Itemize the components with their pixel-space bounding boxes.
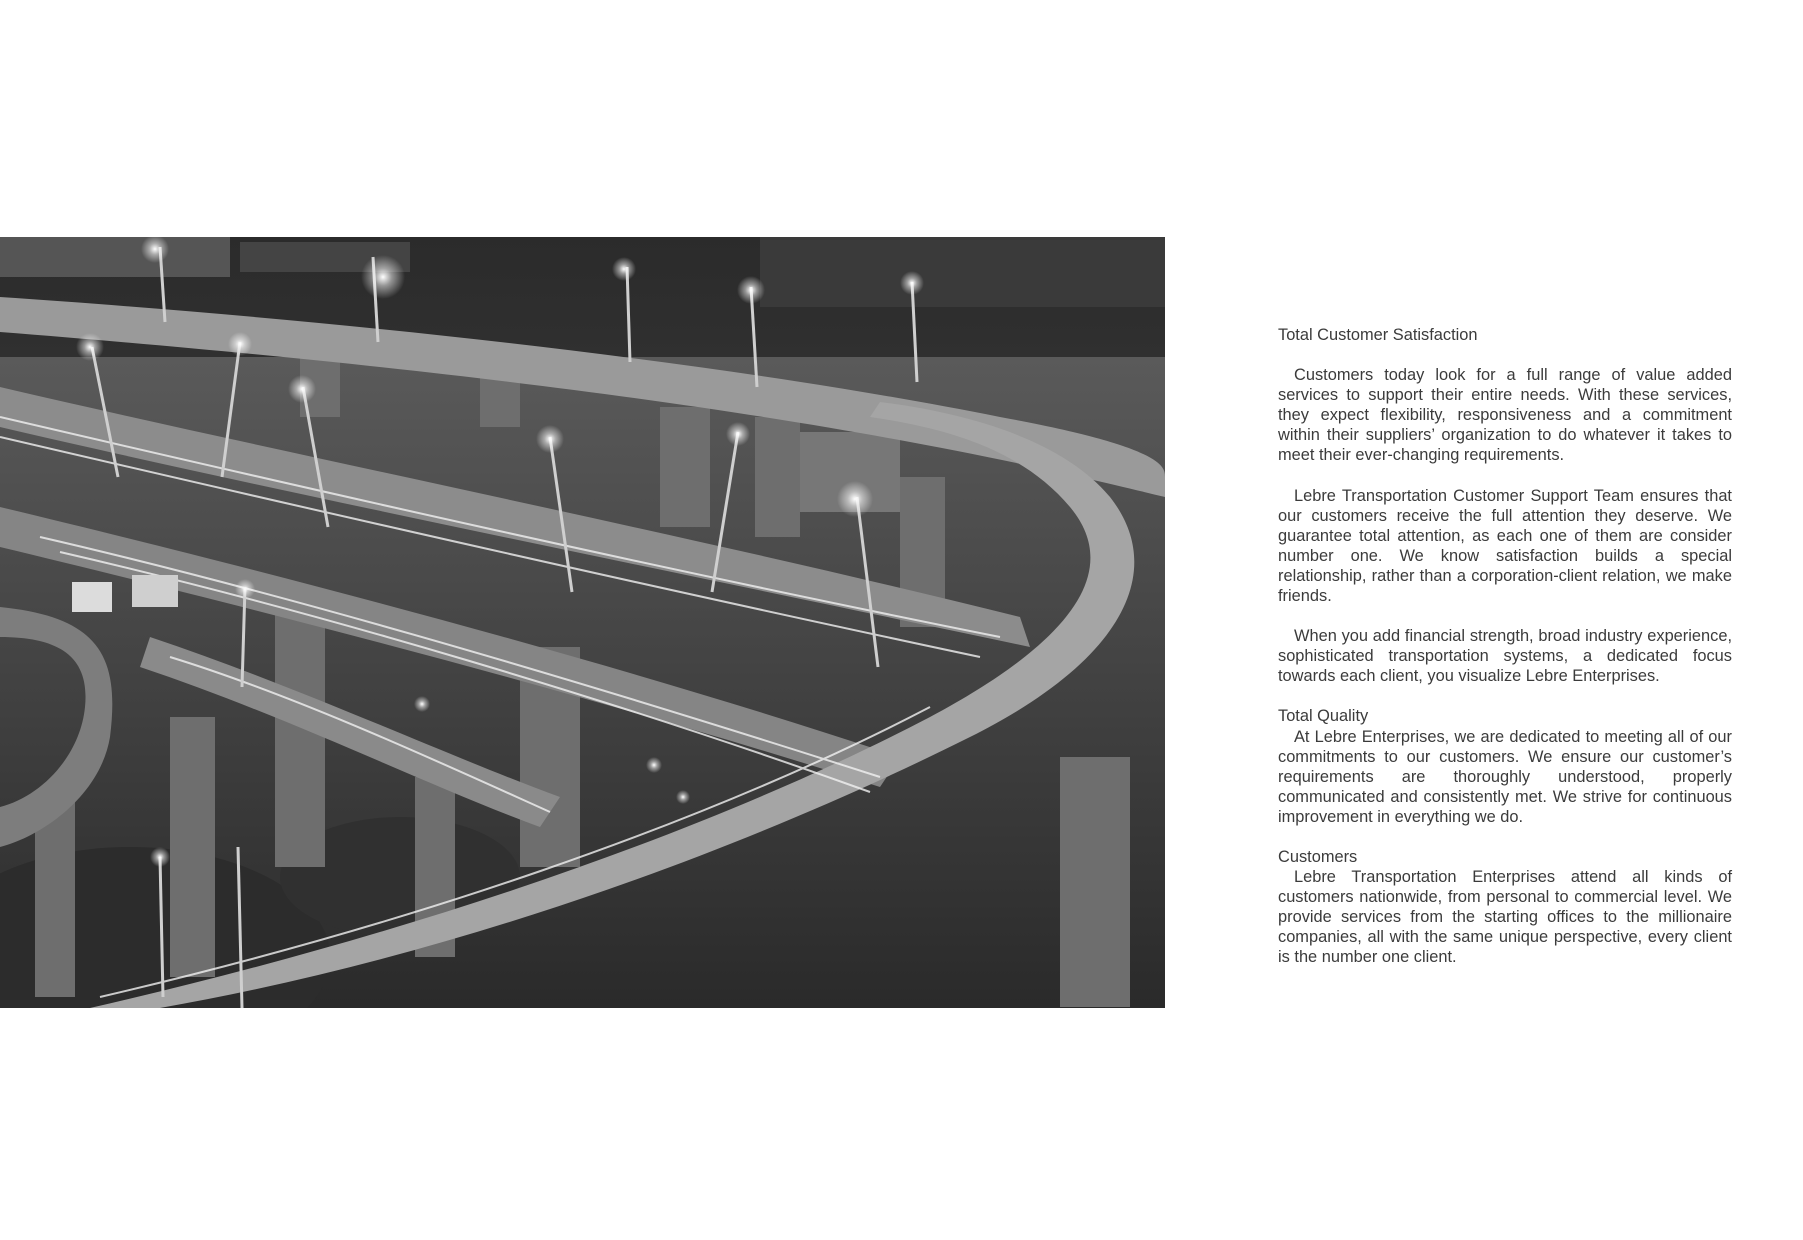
paragraph-financial-strength: When you add financial strength, broad industry experience, sophisticated transportation systems, a dedicated focus towards each client, you visualize Lebre Enterprises. (1278, 627, 1732, 686)
spacer (1278, 606, 1732, 626)
highway-photo-icon (0, 237, 1165, 1008)
paragraph-support-team: Lebre Transportation Customer Support Team ensures that our customers receive the full attention they deserve. We guarantee total attention, as each one of them are consider number one. We know satisfaction builds a special relationship, rather than a corporation-client relation, we make friends. (1278, 486, 1732, 606)
section-heading-total-customer-satisfaction: Total Customer Satisfaction (1278, 326, 1478, 344)
paragraph-customers-today: Customers today look for a full range of value added services to support their entire needs. With these services, they expect flexibility, responsiveness and a commitment within their suppliers’ organization to do whatever it takes to meet their ever-changing requirements. (1278, 366, 1732, 465)
spacer (1278, 827, 1732, 847)
section-heading-total-quality: Total Quality (1278, 707, 1369, 726)
spacer (1278, 466, 1732, 486)
spacer (1278, 686, 1732, 706)
paragraph-customers-nationwide: Lebre Transportation Enterprises attend all kinds of customers nationwide, from personal to commercial level. We provide services from the starting offices to the millionaire companies, all with the same unique perspective, every client is the number one client. (1278, 868, 1732, 967)
section-heading-customers: Customers (1278, 847, 1358, 866)
highway-interchange-photo (0, 237, 1165, 1008)
paragraph-quality-commitments: At Lebre Enterprises, we are dedicated to meeting all of our commitments to our customers. We ensure our customer’s requirements are thoroughly understood, properly communicated and consistently met. We strive for continuous improvement in everything we do. (1278, 727, 1732, 826)
spacer (1278, 345, 1732, 365)
text-column (1278, 325, 1732, 968)
